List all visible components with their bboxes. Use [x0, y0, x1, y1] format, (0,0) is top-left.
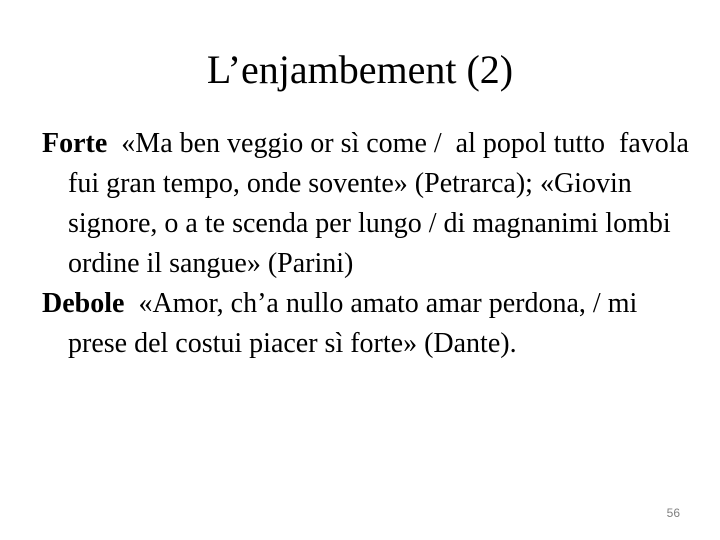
term-forte: Forte [42, 128, 108, 159]
paragraph-debole [42, 284, 692, 364]
slide-title: L’enjambement (2) [206, 47, 514, 92]
page-number: 56 [666, 506, 680, 520]
term-debole: Debole [42, 288, 125, 319]
paragraph-forte [42, 124, 696, 284]
slide-body [42, 124, 696, 364]
text-forte: «Ma ben veggio or sì come / al popol tutto favola fui gran tempo, onde sovente» (Petrarca); «Giovin signore, o a te scenda per lungo / di magnanimi lombi ordine il sangue» (Parini) [68, 128, 696, 279]
text-debole: «Amor, ch’a nullo amato amar perdona, / mi prese del costui piacer sì forte» (Dante). [68, 288, 645, 359]
